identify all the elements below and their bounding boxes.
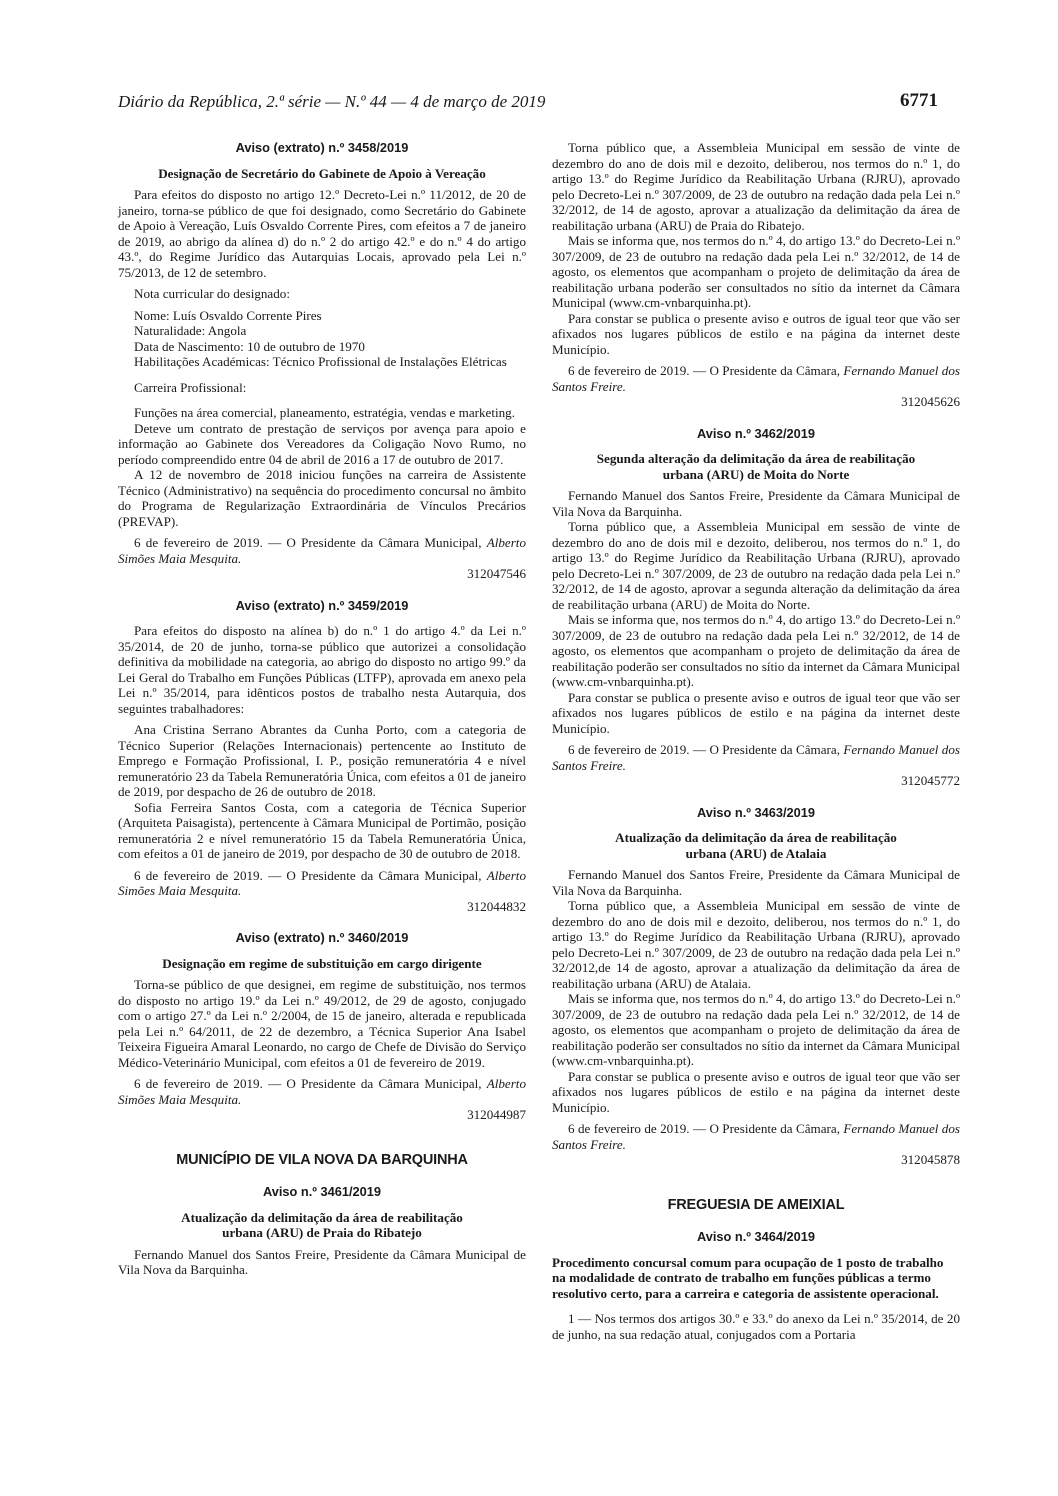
aviso-subtitle: Atualização da delimitação da área de reabilitação — [181, 1209, 463, 1225]
paragraph: Mais se informa que, nos termos do n.º 4, do artigo 13.º do Decreto-Lei n.º 307/2009, de 23 de outubro na redação dada pela Lei n.º 32/2012, de 14 de agosto, os elementos que acompanham o projeto de delimitação da área de reabilitação poderão ser consultados no sítio da internet da Câmara Municipal (www.cm-vnbarquinha.pt). — [552, 991, 960, 1068]
aviso-subtitle: urbana (ARU) de Moita do Norte — [662, 466, 850, 482]
paragraph: Para constar se publica o presente aviso e outros de igual teor que vão ser afixados nos lugares públicos de estilo e na página da internet deste Município. — [552, 689, 960, 736]
paragraph: Nota curricular do designado: — [134, 286, 290, 301]
cv-education: Habilitações Académicas: Técnico Profissional de Instalações Elétricas — [134, 354, 507, 369]
aviso-subtitle: urbana (ARU) de Atalaia — [685, 845, 827, 861]
page-header — [118, 92, 938, 118]
aviso-subtitle: Atualização da delimitação da área de reabilitação — [615, 830, 897, 845]
reference-number: 312045878 — [901, 1152, 960, 1167]
aviso-title: Aviso n.º 3464/2019 — [696, 1229, 816, 1244]
paragraph: Torna-se público de que designei, em regime de substituição, nos termos do disposto no artigo 19.º da Lei n.º 49/2012, de 29 de agosto, conjugado com o artigo 27.º da Lei n.º 2/2004, de 15 de janeiro, alterada e republicada pela Lei n.º 64/2011, de 22 de dezembro, a Técnica Superior Ana Isabel Teixeira Figueira Amaral Leonardo, no cargo de Chefe de Divisão do Serviço Médico-Veterinário Municipal, com efeitos a 01 de fevereiro de 2019. — [118, 977, 526, 1070]
paragraph: Fernando Manuel dos Santos Freire, Presidente da Câmara Municipal de Vila Nova da Barquinha. — [552, 488, 960, 519]
cv-name: Nome: Luís Osvaldo Corrente Pires — [134, 307, 322, 323]
section-heading: FREGUESIA DE AMEIXIAL — [667, 1196, 845, 1213]
paragraph: Fernando Manuel dos Santos Freire, Presidente da Câmara Municipal de Vila Nova da Barquinha. — [552, 867, 960, 898]
aviso-title: Aviso (extrato) n.º 3459/2019 — [235, 597, 409, 613]
aviso-subtitle: Designação em regime de substituição em cargo dirigente — [162, 955, 482, 971]
aviso-title: Aviso n.º 3463/2019 — [696, 804, 816, 820]
paragraph: Fernando Manuel dos Santos Freire, Presidente da Câmara Municipal de Vila Nova da Barquinha. — [118, 1246, 526, 1277]
paragraph: Funções na área comercial, planeamento, estratégia, vendas e marketing. — [134, 405, 516, 420]
paragraph: Para efeitos do disposto na alínea b) do n.º 1 do artigo 4.º da Lei n.º 35/2014, de 20 de junho, torna-se público que autorizei a consolidação definitiva da mobilidade na categoria, ao abrigo do disposto no artigo 99.º da Lei Geral do Trabalho em Funções Públicas (LTFP), aprovada em anexo pela Lei n.º 35/2014, para idênticos postos de trabalho nesta Autarquia, dos seguintes trabalhadores: — [118, 623, 526, 716]
paragraph: Para constar se publica o presente aviso e outros de igual teor que vão ser afixados nos lugares públicos de estilo e na página da internet deste Município. — [552, 1068, 960, 1115]
paragraph: 1 — Nos termos dos artigos 30.º e 33.º do anexo da Lei n.º 35/2014, de 20 de junho, na sua redação atual, conjugados com a Portaria — [552, 1311, 960, 1342]
signature: 6 de fevereiro de 2019. — O Presidente da Câmara, Fernando Manuel dos Santos Freire. — [552, 363, 960, 394]
journal-header: Diário da República, 2.ª série — N.º 44 — 4 de março de 2019 — [118, 92, 546, 111]
aviso-title: Aviso (extrato) n.º 3458/2019 — [235, 140, 409, 155]
paragraph: Torna público que, a Assembleia Municipal em sessão de vinte de dezembro do ano de dois mil e dezoito, deliberou, nos termos do n.º 1, do artigo 13.º do Regime Jurídico da Reabilitação Urbana (RJRU), aprovado pelo Decreto-Lei n.º 307/2009, de 23 de outubro na redação dada pela Lei n.º 32/2012, de 14 de agosto, aprovar a atualização da delimitação da área de reabilitação urbana (ARU) de Praia do Ribatejo. — [552, 140, 960, 233]
aviso-title: Aviso n.º 3462/2019 — [696, 425, 816, 441]
paragraph: Carreira Profissional: — [134, 379, 247, 395]
aviso-title: Aviso n.º 3461/2019 — [262, 1184, 382, 1199]
page-number: 6771 — [900, 90, 938, 111]
left-column — [118, 140, 526, 1278]
signature: 6 de fevereiro de 2019. — O Presidente da Câmara Municipal, Alberto Simões Maia Mesquita. — [118, 535, 526, 566]
section-heading: MUNICÍPIO DE VILA NOVA DA BARQUINHA — [176, 1151, 468, 1168]
signature: 6 de fevereiro de 2019. — O Presidente da Câmara Municipal, Alberto Simões Maia Mesquita. — [118, 867, 526, 898]
paragraph: Para efeitos do disposto no artigo 12.º Decreto-Lei n.º 11/2012, de 20 de janeiro, torna-se público de que foi designado, como Secretário do Gabinete de Apoio à Vereação, Luís Osvaldo Corrente Pires, com efeitos a 7 de janeiro de 2019, ao abrigo da alínea d) do n.º 2 do artigo 42.º e do n.º 4 do artigo 43.º, do Regime Jurídico das Autarquias Locais, aprovado pela Lei n.º 75/2013, de 12 de setembro. — [118, 187, 526, 280]
paragraph: Torna público que, a Assembleia Municipal em sessão de vinte de dezembro do ano de dois mil e dezoito, deliberou, nos termos do n.º 1, do artigo 13.º do Regime Jurídico da Reabilitação Urbana (RJRU), aprovado pelo Decreto-Lei n.º 307/2009, de 23 de outubro na redação dada pela Lei n.º 32/2012, de 14 de agosto, aprovar a segunda alteração da delimitação da área de reabilitação urbana (ARU) de Moita do Norte. — [552, 519, 960, 612]
right-column — [552, 140, 960, 1342]
aviso-subtitle: Procedimento concursal comum para ocupação de 1 posto de trabalho na modalidade de contrato de trabalho em funções públicas a termo resolutivo certo, para a carreira e categoria de assistente operacional. — [552, 1254, 944, 1301]
signature: 6 de fevereiro de 2019. — O Presidente da Câmara, Fernando Manuel dos Santos Freire. — [552, 1121, 960, 1152]
reference-number: 312044987 — [467, 1107, 526, 1122]
reference-number: 312045626 — [901, 394, 960, 409]
paragraph: Torna público que, a Assembleia Municipal em sessão de vinte de dezembro do ano de dois mil e dezoito, deliberou, nos termos do n.º 1, do artigo 13.º do Regime Jurídico da Reabilitação Urbana (RJRU), aprovado pelo Decreto-Lei n.º 307/2009, de 23 de outubro na redação dada pela Lei n.º 32/2012,de 14 de agosto, aprovar a atualização da delimitação da área de reabilitação urbana (ARU) de Atalaia. — [552, 898, 960, 991]
reference-number: 312045772 — [901, 773, 960, 788]
aviso-title: Aviso (extrato) n.º 3460/2019 — [235, 930, 409, 945]
reference-number: 312044832 — [467, 898, 526, 914]
paragraph: Mais se informa que, nos termos do n.º 4, do artigo 13.º do Decreto-Lei n.º 307/2009, de 23 de outubro na redação dada pela Lei n.º 32/2012, de 14 de agosto, os elementos que acompanham o projeto de delimitação da área de reabilitação urbana poderão ser consultados no sítio da internet da Câmara Municipal (www.cm-vnbarquinha.pt). — [552, 233, 960, 310]
cv-birthdate: Data de Nascimento: 10 de outubro de 1970 — [134, 338, 365, 354]
paragraph: Para constar se publica o presente aviso e outros de igual teor que vão ser afixados nos lugares públicos de estilo e na página da internet deste Município. — [552, 310, 960, 357]
reference-number: 312047546 — [467, 566, 526, 581]
aviso-subtitle: Designação de Secretário do Gabinete de Apoio à Vereação — [158, 165, 486, 181]
paragraph: Mais se informa que, nos termos do n.º 4, do artigo 13.º do Decreto-Lei n.º 307/2009, de 23 de outubro na redação dada pela Lei n.º 32/2012, de 14 de agosto, os elementos que acompanham o projeto de delimitação da área de reabilitação poderão ser consultados no sítio da internet da Câmara Municipal (www.cm-vnbarquinha.pt). — [552, 612, 960, 689]
paragraph: Ana Cristina Serrano Abrantes da Cunha Porto, com a categoria de Técnico Superior (Relações Internacionais) pertencente ao Instituto de Emprego e Formação Profissional, I. P., posição remuneratória 4 e nível remuneratório 23 da Tabela Remuneratória Única, com efeitos a 01 de janeiro de 2019, por despacho de 26 de outubro de 2018. — [118, 722, 526, 799]
paragraph: A 12 de novembro de 2018 iniciou funções na carreira de Assistente Técnico (Administrativo) na sequência do procedimento concursal no âmbito do Programa de Regularização Extraordinária de Vínculos Precários (PREVAP). — [118, 467, 526, 529]
aviso-subtitle: urbana (ARU) de Praia do Ribatejo — [222, 1225, 422, 1240]
signature: 6 de fevereiro de 2019. — O Presidente da Câmara Municipal, Alberto Simões Maia Mesquita. — [118, 1076, 526, 1107]
cv-birthplace: Naturalidade: Angola — [134, 323, 247, 338]
paragraph: Sofia Ferreira Santos Costa, com a categoria de Técnica Superior (Arquiteta Paisagista), pertencente à Câmara Municipal de Portimão, posição remuneratória 2 e nível remuneratório 15 da Tabela Remuneratória Única, com efeitos a 01 de janeiro de 2019, por despacho de 30 de outubro de 2018. — [118, 799, 526, 861]
signature: 6 de fevereiro de 2019. — O Presidente da Câmara, Fernando Manuel dos Santos Freire. — [552, 742, 960, 773]
aviso-subtitle: Segunda alteração da delimitação da área de reabilitação — [596, 451, 916, 466]
paragraph: Deteve um contrato de prestação de serviços por avença para apoio e informação ao Gabinete dos Vereadores da Coligação Novo Rumo, no período compreendido entre 04 de abril de 2016 a 17 de outubro de 2017. — [118, 420, 526, 467]
